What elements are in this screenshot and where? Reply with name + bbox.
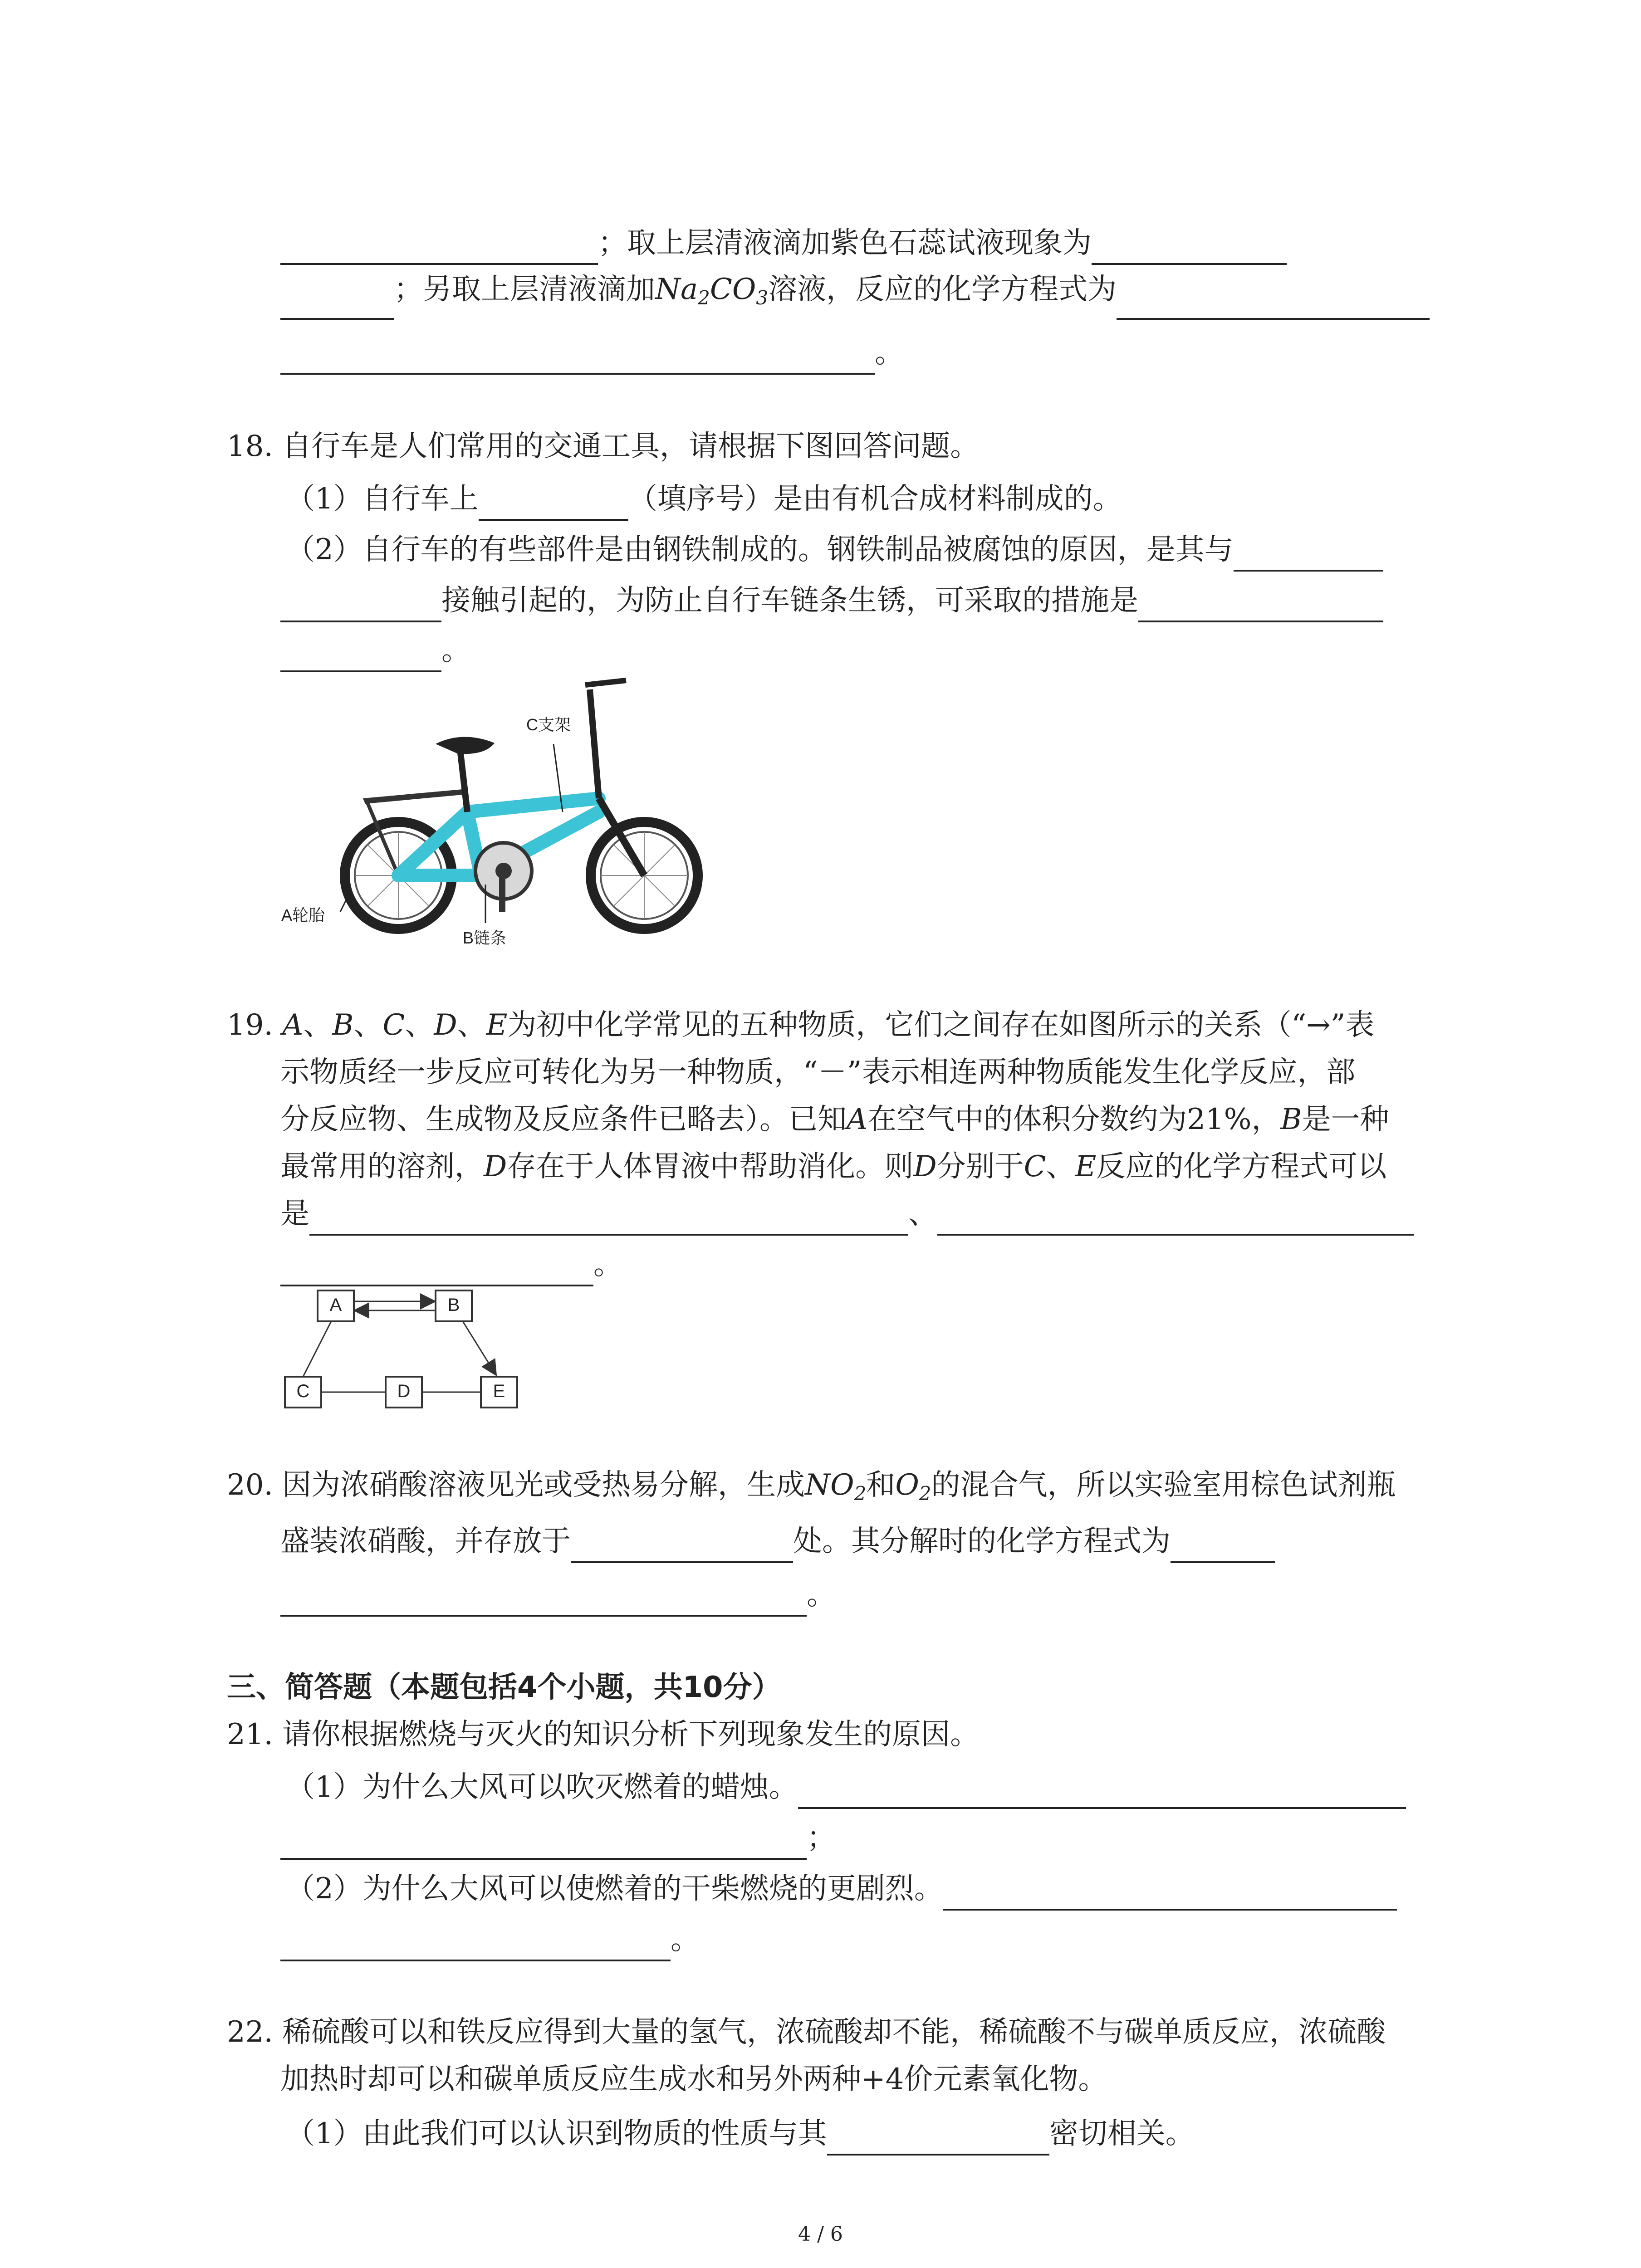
answer-blank[interactable] [937, 1198, 1414, 1236]
label-a-tire: A轮胎 [281, 906, 325, 924]
punct: 。 [875, 336, 904, 370]
q19-line5: 是 、 [280, 1192, 1414, 1236]
answer-blank[interactable] [943, 1872, 1397, 1911]
node-c: C [296, 1381, 310, 1401]
page-number: 4 / 6 [798, 2223, 843, 2246]
answer-blank[interactable] [1171, 1525, 1275, 1563]
answer-blank[interactable] [280, 282, 394, 320]
answer-blank[interactable] [280, 227, 598, 265]
q17-line2 [280, 268, 1430, 311]
bicycle-figure [272, 676, 726, 957]
q21-stem: 21. 请你根据燃烧与灭火的知识分析下列现象发生的原因。 [227, 1718, 980, 1751]
answer-blank[interactable] [280, 634, 441, 672]
answer-blank[interactable] [1234, 533, 1383, 572]
q18-part1: （1）自行车上 （填序号）是由有机合成材料制成的。 [286, 477, 1122, 521]
q18-part2: （2）自行车的有些部件是由钢铁制成的。钢铁制品被腐蚀的原因，是其与 [286, 528, 1383, 572]
node-b: B [447, 1295, 460, 1315]
answer-blank[interactable] [280, 337, 875, 375]
q21-part1: （1）为什么大风可以吹灭燃着的蜡烛。 [286, 1765, 1406, 1809]
node-a: A [329, 1295, 342, 1315]
q22-part1: （1）由此我们可以认识到物质的性质与其 密切相关。 [286, 2112, 1195, 2156]
q17-text: ；另取上层清液滴加 [394, 273, 655, 306]
q22-line2: 加热时却可以和碳单质反应生成水和另外两种+4价元素氧化物。 [280, 2063, 1107, 2096]
formula-na2co3: $Na_2CO_3$ [655, 273, 769, 309]
q17-text: 溶液，反应的化学方程式为 [768, 273, 1117, 306]
node-e: E [493, 1381, 505, 1401]
q19-line6: 。 [280, 1243, 622, 1286]
answer-blank[interactable] [571, 1525, 793, 1563]
answer-blank[interactable] [280, 1822, 807, 1860]
bicycle-illustration [272, 676, 726, 957]
answer-blank[interactable] [280, 1923, 671, 1961]
q18-part2-end: 。 [280, 629, 470, 672]
formula-o2: $O_2$ [895, 1468, 931, 1505]
q20-line1: 20. 因为浓硝酸溶液见光或受热易分解，生成$NO_2$和$O_2$的混合气，所以实验室用棕色试剂瓶 [227, 1468, 1396, 1505]
node-d: D [397, 1381, 411, 1401]
answer-blank[interactable] [1092, 227, 1287, 265]
relation-diagram [281, 1281, 526, 1418]
section3-title: 三、简答题（本题包括4个小题，共10分） [227, 1671, 781, 1704]
answer-blank[interactable] [479, 483, 628, 521]
q20-line2: 盛装浓硝酸，并存放于 处。其分解时的化学方程式为 [280, 1520, 1275, 1563]
q17-line1 [280, 221, 1287, 265]
answer-blank[interactable] [798, 1771, 1406, 1809]
answer-blank[interactable] [280, 1248, 593, 1286]
q17-line3 [280, 331, 904, 375]
label-b-chain: B链条 [463, 929, 507, 947]
answer-blank[interactable] [280, 1579, 807, 1617]
q19-line3: 分反应物、生成物及反应条件已略去）。已知A在空气中的体积分数约为21%，B是一种 [280, 1103, 1389, 1136]
answer-blank[interactable] [1117, 282, 1430, 320]
q21-part2: （2）为什么大风可以使燃着的干柴燃烧的更剧烈。 [286, 1867, 1397, 1911]
q21-part1-cont: ； [280, 1816, 836, 1860]
q21-part2-cont: 。 [280, 1918, 700, 1961]
answer-blank[interactable] [827, 2117, 1049, 2156]
q17-text: ；取上层清液滴加紫色石蕊试液现象为 [598, 226, 1092, 260]
q19-line4: 最常用的溶剂，D存在于人体胃液中帮助消化。则D分别于C、E反应的化学方程式可以 [280, 1150, 1387, 1183]
q20-line3: 。 [280, 1573, 836, 1617]
label-c-frame: C支架 [526, 715, 571, 734]
formula-no2: $NO_2$ [805, 1468, 867, 1505]
q19-line2: 示物质经一步反应可转化为另一种物质，“－”表示相连两种物质能发生化学反应，部 [280, 1056, 1356, 1089]
answer-blank[interactable] [309, 1198, 908, 1236]
q18-stem: 18. 自行车是人们常用的交通工具，请根据下图回答问题。 [227, 430, 980, 463]
q22-line1: 22. 稀硫酸可以和铁反应得到大量的氢气，浓硫酸却不能，稀硫酸不与碳单质反应，浓硫酸 [227, 2015, 1386, 2049]
answer-blank[interactable] [280, 584, 441, 622]
q19-line1: 19. A、B、C、D、E为初中化学常见的五种物质，它们之间存在如图所示的关系（“→”表 [227, 1008, 1375, 1042]
q18-part2-cont: 接触引起的，为防止自行车链条生锈，可采取的措施是 [280, 579, 1383, 622]
answer-blank[interactable] [1138, 584, 1383, 622]
